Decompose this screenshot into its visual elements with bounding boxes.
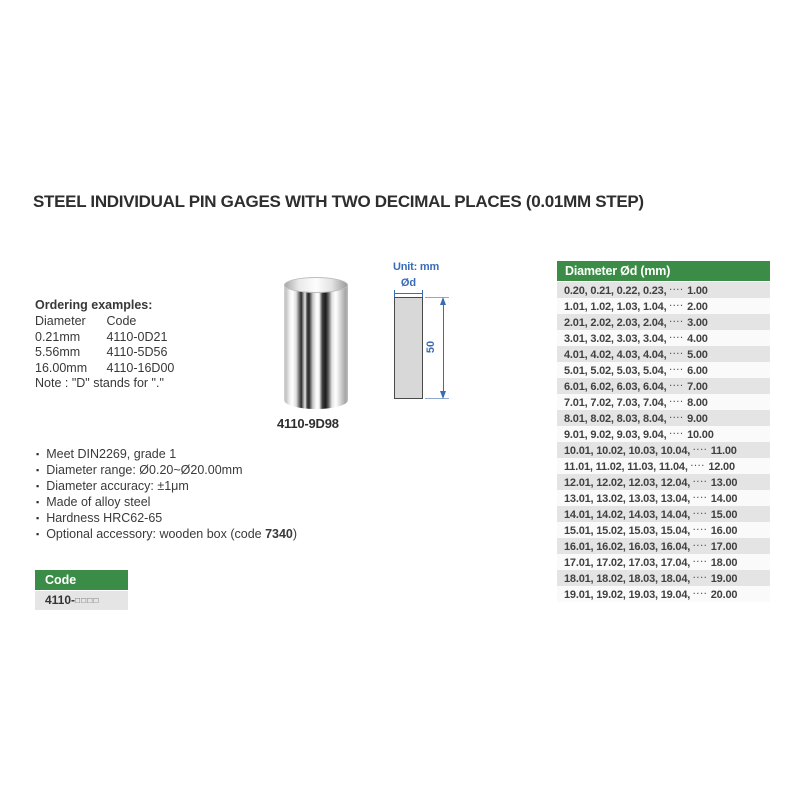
column-code: Code (106, 314, 137, 328)
diameter-values: 19.01, 19.02, 19.03, 19.04, (564, 589, 691, 601)
feature-item (36, 494, 297, 510)
feature-text: Meet DIN2269, grade 1 (46, 447, 177, 461)
range-end: 19.00 (710, 573, 738, 585)
pin-cylinder (284, 284, 348, 409)
range-end: 20.00 (710, 589, 738, 601)
ellipsis: ···· (669, 285, 685, 294)
table-row (557, 538, 770, 554)
bullet-square-icon: ▪ (36, 513, 40, 523)
feature-text: Optional accessory: wooden box (code (46, 527, 266, 541)
ordering-note: Note : "D" stands for "." (35, 376, 164, 390)
diameter-values: 10.01, 10.02, 10.03, 10.04, (564, 445, 691, 457)
range-end: 8.00 (687, 397, 708, 409)
ellipsis: ···· (693, 573, 708, 582)
ellipsis: ···· (669, 381, 685, 390)
ordering-column-headers (35, 314, 174, 330)
table-row (557, 378, 770, 394)
range-end: 4.00 (687, 333, 708, 345)
bullet-square-icon: ▪ (36, 481, 40, 491)
ellipsis: ···· (693, 445, 708, 454)
ellipsis: ···· (693, 477, 708, 486)
range-end: 18.00 (710, 557, 738, 569)
arrow-down-icon (440, 391, 446, 399)
diameter-values: 5.01, 5.02, 5.03, 5.04, (564, 365, 667, 377)
diameter-values: 4.01, 4.02, 4.03, 4.04, (564, 349, 667, 361)
range-end: 12.00 (708, 461, 735, 473)
diameter-values: 8.01, 8.02, 8.03, 8.04, (564, 413, 667, 425)
diameter-values: 1.01, 1.02, 1.03, 1.04, (564, 301, 667, 313)
code-box-header: Code (35, 570, 128, 590)
range-end: 11.00 (710, 445, 737, 457)
range-end: 10.00 (687, 429, 714, 441)
table-row (557, 570, 770, 586)
diameter-values: 9.01, 9.02, 9.03, 9.04, (564, 429, 667, 441)
feature-item (36, 510, 297, 526)
column-diameter: Diameter (35, 314, 86, 328)
bullet-square-icon: ▪ (36, 529, 40, 539)
ellipsis: ···· (693, 557, 708, 566)
diameter-values: 6.01, 6.02, 6.03, 6.04, (564, 381, 667, 393)
table-row (557, 282, 770, 298)
ordering-heading: Ordering examples: (35, 298, 153, 312)
pin-top-cap (284, 277, 348, 293)
table-row (557, 586, 770, 602)
feature-text: ) (292, 527, 298, 541)
ordering-row (35, 330, 174, 346)
range-end: 9.00 (687, 413, 708, 425)
ordering-code: 4110-0D21 (106, 329, 168, 344)
ellipsis: ···· (693, 525, 708, 534)
dimension-drawing (383, 261, 473, 406)
range-end: 15.00 (710, 509, 738, 521)
ellipsis: ···· (669, 365, 685, 374)
length-dim-label: 50 (425, 340, 438, 354)
feature-item (36, 446, 297, 462)
table-row (557, 314, 770, 330)
diameter-values: 17.01, 17.02, 17.03, 17.04, (564, 557, 691, 569)
table-row (557, 330, 770, 346)
table-row (557, 346, 770, 362)
ordering-code: 4110-16D00 (106, 360, 175, 375)
code-box (35, 570, 128, 610)
table-row (557, 298, 770, 314)
range-end: 17.00 (710, 541, 738, 553)
range-end: 5.00 (687, 349, 708, 361)
pin-outline-rect (394, 297, 423, 399)
ordering-diameter: 0.21mm (35, 329, 81, 344)
feature-item-optional-accessory (36, 526, 297, 542)
ellipsis: ···· (669, 413, 685, 422)
feature-text: Diameter range: Ø0.20~Ø20.00mm (46, 463, 243, 477)
ellipsis: ···· (669, 317, 685, 326)
ellipsis: ···· (669, 301, 685, 310)
range-end: 7.00 (687, 381, 708, 393)
pin-gage-photo (284, 277, 348, 409)
diameter-values: 13.01, 13.02, 13.03, 13.04, (564, 493, 691, 505)
ellipsis: ···· (669, 333, 685, 342)
range-end: 1.00 (687, 285, 708, 297)
range-end: 6.00 (687, 365, 708, 377)
ellipsis: ···· (693, 509, 708, 518)
diameter-values: 18.01, 18.02, 18.03, 18.04, (564, 573, 691, 585)
ordering-examples (35, 298, 174, 392)
ordering-code: 4110-5D56 (106, 345, 168, 359)
diameter-values: 11.01, 11.02, 11.03, 11.04, (564, 461, 688, 473)
page-title: STEEL INDIVIDUAL PIN GAGES WITH TWO DECIMAL PLACES (0.01MM STEP) (33, 192, 644, 211)
ordering-row (35, 345, 174, 361)
feature-item (36, 478, 297, 494)
diameter-values: 3.01, 3.02, 3.03, 3.04, (564, 333, 667, 345)
arrow-up-icon (440, 297, 446, 305)
table-row (557, 522, 770, 538)
diameter-values: 12.01, 12.02, 12.03, 12.04, (564, 477, 691, 489)
table-row (557, 394, 770, 410)
range-end: 3.00 (687, 317, 708, 329)
table-row (557, 554, 770, 570)
table-row (557, 426, 770, 442)
code-placeholder-squares: □□□□ (75, 595, 100, 605)
ellipsis: ···· (669, 349, 685, 358)
ordering-diameter: 16.00mm (35, 360, 88, 375)
ordering-row (35, 361, 174, 377)
ellipsis: ···· (669, 397, 685, 406)
diameter-values: 14.01, 14.02, 14.03, 14.04, (564, 509, 691, 521)
range-end: 2.00 (687, 301, 708, 313)
feature-text: Made of alloy steel (46, 495, 151, 509)
unit-label: Unit: mm (393, 261, 440, 273)
range-end: 14.00 (710, 493, 738, 505)
table-row (557, 410, 770, 426)
ellipsis: ···· (669, 429, 685, 438)
diameter-dim-label: Ød (400, 277, 417, 289)
table-row (557, 506, 770, 522)
feature-item (36, 462, 297, 478)
table-row (557, 474, 770, 490)
diameter-values: 0.20, 0.21, 0.22, 0.23, (564, 285, 667, 297)
feature-text: Hardness HRC62-65 (46, 511, 163, 525)
diameter-table-header: Diameter Ød (mm) (557, 261, 770, 281)
diameter-dimension-line (394, 293, 423, 294)
range-end: 16.00 (710, 525, 738, 537)
ellipsis: ···· (693, 541, 708, 550)
table-row (557, 362, 770, 378)
diameter-table (557, 261, 770, 602)
bullet-square-icon: ▪ (36, 497, 40, 507)
range-end: 13.00 (710, 477, 738, 489)
diameter-values: 2.01, 2.02, 2.03, 2.04, (564, 317, 667, 329)
bullet-square-icon: ▪ (36, 449, 40, 459)
accessory-code: 7340 (265, 527, 293, 541)
ellipsis: ···· (690, 461, 706, 470)
table-row (557, 442, 770, 458)
ellipsis: ···· (693, 589, 708, 598)
length-dimension-line (443, 299, 444, 397)
diameter-values: 7.01, 7.02, 7.03, 7.04, (564, 397, 667, 409)
feature-text: Diameter accuracy: ±1μm (46, 479, 189, 493)
diameter-values: 16.01, 16.02, 16.03, 16.04, (564, 541, 691, 553)
code-prefix: 4110- (45, 593, 76, 607)
ordering-diameter: 5.56mm (35, 345, 81, 359)
bullet-square-icon: ▪ (36, 465, 40, 475)
pin-model-caption: 4110-9D98 (277, 416, 339, 431)
code-box-value (35, 591, 128, 610)
table-row (557, 490, 770, 506)
ellipsis: ···· (693, 493, 708, 502)
feature-list (36, 446, 297, 542)
diameter-values: 15.01, 15.02, 15.03, 15.04, (564, 525, 691, 537)
diameter-table-body (557, 282, 770, 602)
table-row (557, 458, 770, 474)
